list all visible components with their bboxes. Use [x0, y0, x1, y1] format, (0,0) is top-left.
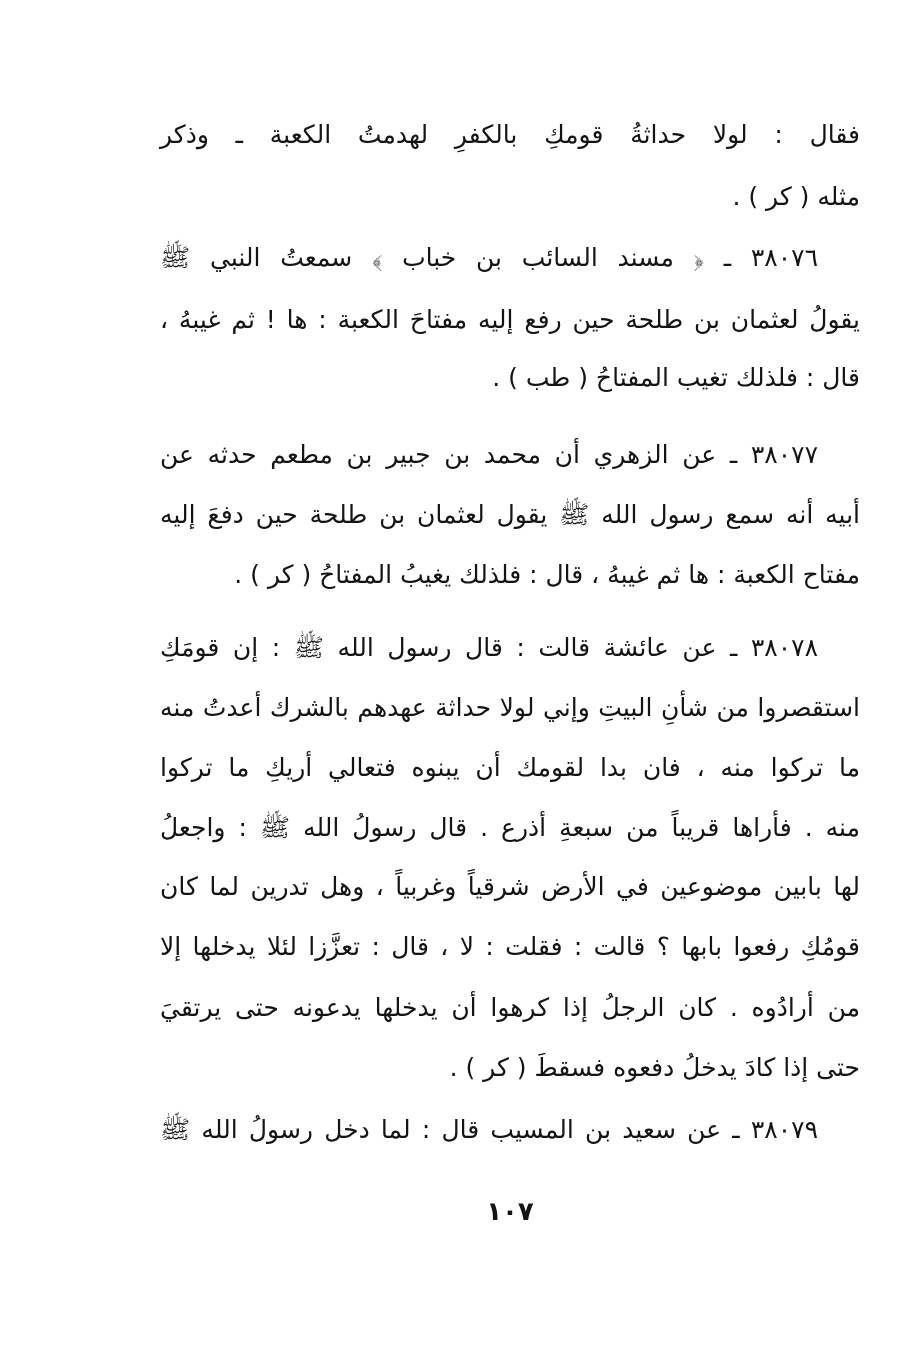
text-line: ٣٨٠٧٦ ـ ﴿ مسند السائب بن خباب ﴾ سمعتُ النبي ﷺ [160, 243, 818, 272]
text-line: أبيه أنه سمع رسول الله ﷺ يقول لعثمان بن طلحة حين دفعَ إليه [160, 500, 860, 529]
text-line: مثله ( كر ) . [732, 182, 860, 211]
text-line: استقصروا من شأنِ البيتِ وإني لولا حداثة عهدهم بالشرك أعدتُ منه [160, 693, 860, 722]
text-line: ٣٨٠٧٨ ـ عن عائشة قالت : قال رسول الله ﷺ : إن قومَكِ [160, 633, 818, 662]
text-line: مفتاح الكعبة : ها ثم غيبهُ ، قال : فلذلك يغيبُ المفتاحُ ( كر ) . [234, 560, 860, 589]
text-line: ٣٨٠٧٧ ـ عن الزهري أن محمد بن جبير بن مطعم حدثه عن [160, 440, 818, 469]
text-line: منه . فأراها قريباً من سبعةِ أذرع . قال رسولُ الله ﷺ : واجعلُ [160, 813, 860, 842]
page-number: ١٠٧ [486, 1197, 534, 1227]
text-line: قال : فلذلك تغيب المفتاحُ ( طب ) . [492, 363, 860, 392]
text-line: حتى إذا كادَ يدخلُ دفعوه فسقطَ ( كر ) . [449, 1053, 860, 1082]
text-line: ٣٨٠٧٩ ـ عن سعيد بن المسيب قال : لما دخل رسولُ الله ﷺ [160, 1115, 818, 1144]
text-line: يقولُ لعثمان بن طلحة حين رفع إليه مفتاحَ الكعبة : ها ! ثم غيبهُ ، [160, 305, 860, 334]
text-line: ما تركوا منه ، فان بدا لقومك أن يبنوه فتعالي أريكِ ما تركوا [160, 753, 860, 782]
text-line: لها بابين موضوعين في الأرض شرقياً وغربياً ، وهل تدرين لما كان [160, 872, 860, 901]
text-line: قومُكِ رفعوا بابها ؟ قالت : فقلت : لا ، قال : تعزَّزا لئلا يدخلها إلا [160, 932, 860, 961]
text-line: من أرادُوه . كان الرجلُ إذا كرهوا أن يدخلها يدعونه حتى يرتقيَ [160, 993, 860, 1022]
text-line: فقال : لولا حداثةُ قومكِ بالكفرِ لهدمتُ الكعبة ـ وذكر [160, 120, 860, 149]
